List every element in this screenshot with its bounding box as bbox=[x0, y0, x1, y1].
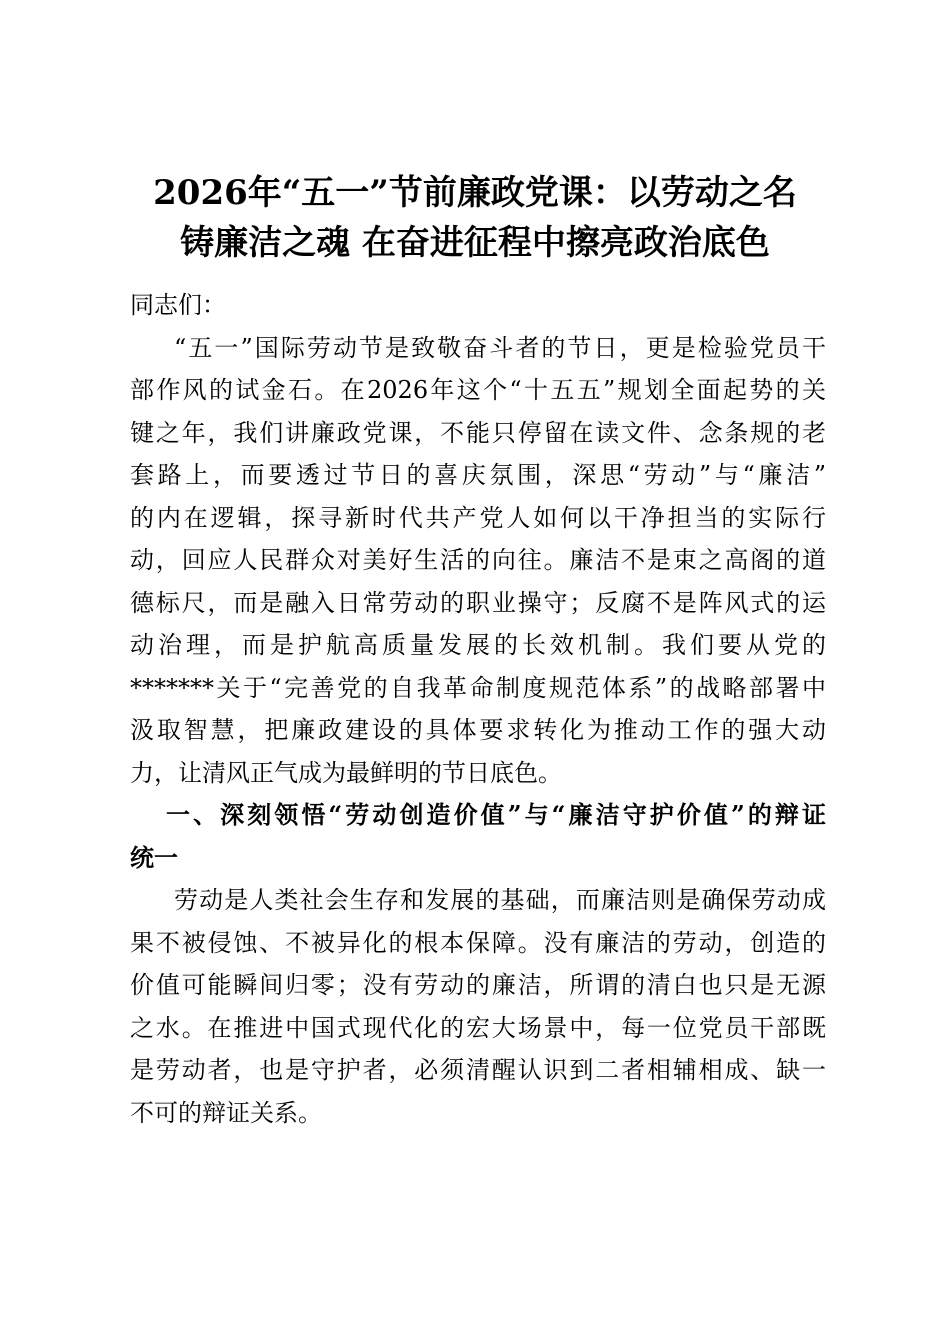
text-line: 果不被侵蚀、不被异化的根本保障。没有廉洁的劳动，创造的 bbox=[130, 928, 826, 957]
text-line: 德标尺，而是融入日常劳动的职业操守；反腐不是阵风式的运 bbox=[130, 588, 826, 617]
text-line: 一、深刻领悟“劳动创造价值”与“廉洁守护价值”的辩证 bbox=[166, 800, 826, 829]
salutation: 同志们： bbox=[130, 291, 226, 319]
title-line: 铸廉洁之魂 在奋进征程中擦亮政治底色 bbox=[180, 223, 770, 263]
text-line: 汲取智慧，把廉政建设的具体要求转化为推动工作的强大动 bbox=[130, 716, 826, 744]
document-body bbox=[130, 284, 826, 1134]
paragraph bbox=[130, 879, 826, 1134]
text-line: 统一 bbox=[130, 842, 178, 872]
text-line: 键之年，我们讲廉政党课，不能只停留在读文件、念条规的老 bbox=[130, 418, 826, 447]
text-line: 动，回应人民群众对美好生活的向往。廉洁不是束之高阁的道 bbox=[130, 546, 826, 574]
text-line: 的内在逻辑，探寻新时代共产党人如何以干净担当的实际行 bbox=[130, 503, 826, 532]
text-line: 力，让清风正气成为最鲜明的节日底色。 bbox=[130, 758, 562, 787]
text-line: 动治理，而是护航高质量发展的长效机制。我们要从党的 bbox=[130, 631, 826, 659]
text-line: 是劳动者，也是守护者，必须清醒认识到二者相辅相成、缺一 bbox=[130, 1056, 826, 1084]
title-line: 2026年“五一”节前廉政党课：以劳动之名 bbox=[153, 173, 797, 213]
text-line: 套路上，而要透过节日的喜庆氛围，深思“劳动”与“廉洁” bbox=[130, 461, 826, 489]
section-heading bbox=[130, 794, 826, 879]
text-line: 劳动是人类社会生存和发展的基础，而廉洁则是确保劳动成 bbox=[174, 886, 826, 914]
text-line: 之水。在推进中国式现代化的宏大场景中，每一位党员干部既 bbox=[130, 1013, 826, 1042]
document-title bbox=[110, 168, 840, 268]
text-line: 部作风的试金石。在2026年这个“十五五”规划全面起势的关 bbox=[130, 376, 826, 404]
paragraph bbox=[130, 327, 826, 795]
text-line: 价值可能瞬间归零；没有劳动的廉洁，所谓的清白也只是无源 bbox=[130, 971, 826, 999]
text-line: *******关于“完善党的自我革命制度规范体系”的战略部署中 bbox=[130, 673, 826, 702]
text-line: “五一”国际劳动节是致敬奋斗者的节日，更是检验党员干 bbox=[174, 333, 826, 362]
text-line: 不可的辩证关系。 bbox=[130, 1098, 322, 1127]
